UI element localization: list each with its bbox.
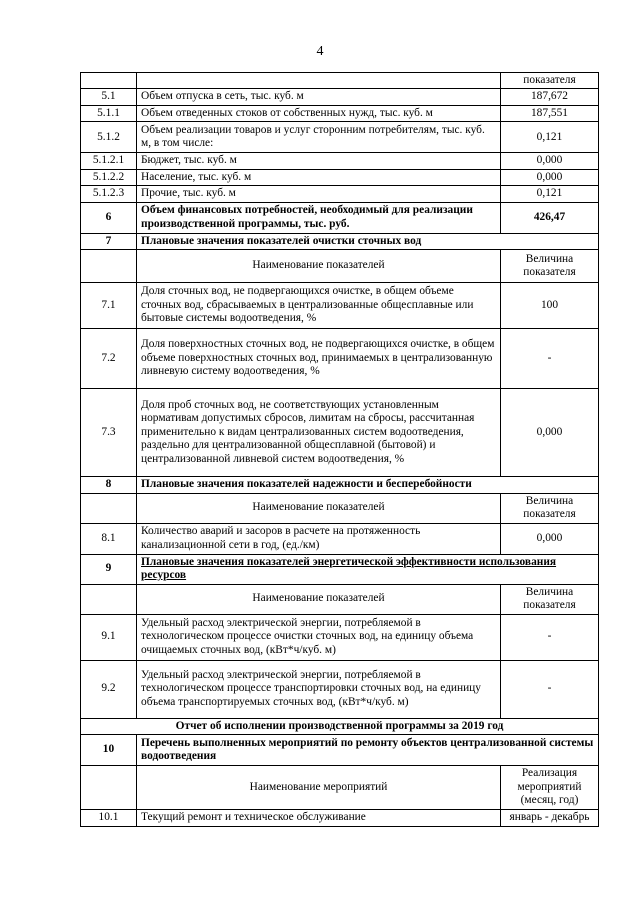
- column-header-value: Величина показателя: [501, 250, 599, 283]
- column-header-value: Реализация мероприятий (месяц, год): [501, 766, 599, 810]
- row-number: [81, 584, 137, 614]
- section-number: 9: [81, 554, 137, 584]
- row-value: 0,121: [501, 186, 599, 202]
- column-header-row: [81, 584, 599, 614]
- row-number: [81, 250, 137, 283]
- row-number: 7.2: [81, 329, 137, 389]
- report-title: Отчет об исполнении производственной программы за 2019 год: [81, 718, 599, 734]
- row-number: 7.3: [81, 389, 137, 477]
- row-name: Доля поверхностных сточных вод, не подвергающихся очистке, в общем объеме поверхностных сточных вод, принимаемых в централизованную ливневую систему водоотведения, %: [137, 329, 501, 389]
- table-row: [81, 153, 599, 169]
- section-title: Плановые значения показателей очистки сточных вод: [137, 233, 599, 249]
- row-name: Удельный расход электрической энергии, потребляемой в технологическом процессе транспортировки сточных вод, на единицу объема транспортируемых сточных вод, (кВт*ч/куб. м): [137, 660, 501, 718]
- row-value: 187,672: [501, 89, 599, 105]
- section-8-heading: [81, 477, 599, 493]
- table-row: [81, 614, 599, 660]
- table-row: [81, 89, 599, 105]
- row-name: Текущий ремонт и техническое обслуживание: [137, 810, 501, 826]
- production-program-table: [80, 72, 599, 827]
- table-row: [81, 73, 599, 89]
- section-10-heading: [81, 735, 599, 766]
- column-header-name: Наименование показателей: [137, 493, 501, 523]
- row-number: 5.1.2: [81, 122, 137, 153]
- column-header-row: [81, 250, 599, 283]
- row-name: Объем отпуска в сеть, тыс. куб. м: [137, 89, 501, 105]
- row-value: 0,000: [501, 153, 599, 169]
- row-name: Удельный расход электрической энергии, потребляемой в технологическом процессе очистки сточных вод, на единицу объема очищаемых сточных вод, (кВт*ч/куб. м): [137, 614, 501, 660]
- section-title: Объем финансовых потребностей, необходимый для реализации производственной программы, тыс. руб.: [137, 202, 501, 233]
- table-row: [81, 523, 599, 554]
- row-number: [81, 73, 137, 89]
- section-number: 8: [81, 477, 137, 493]
- table-row: [81, 105, 599, 121]
- section-title: Плановые значения показателей энергетической эффективности использования ресурсов: [137, 554, 599, 584]
- report-title-row: [81, 718, 599, 734]
- row-number: 5.1.2.1: [81, 153, 137, 169]
- row-value: 0,121: [501, 122, 599, 153]
- row-value: -: [501, 329, 599, 389]
- table-row: [81, 186, 599, 202]
- table-row: [81, 389, 599, 477]
- table-row: [81, 169, 599, 185]
- table-row: [81, 122, 599, 153]
- section-value: 426,47: [501, 202, 599, 233]
- value-header-continued: показателя: [501, 73, 599, 89]
- row-number: 8.1: [81, 523, 137, 554]
- section-title: Плановые значения показателей надежности и бесперебойности: [137, 477, 599, 493]
- column-header-value: Величина показателя: [501, 493, 599, 523]
- row-number: [81, 766, 137, 810]
- row-number: 5.1.2.3: [81, 186, 137, 202]
- row-number: 5.1: [81, 89, 137, 105]
- column-header-value: Величина показателя: [501, 584, 599, 614]
- section-number: 6: [81, 202, 137, 233]
- column-header-row: [81, 493, 599, 523]
- row-name: Доля сточных вод, не подвергающихся очистке, в общем объеме сточных вод, сбрасываемых в централизованные общесплавные или бытовые системы водоотведения, %: [137, 283, 501, 329]
- row-value: 0,000: [501, 389, 599, 477]
- row-name: Объем отведенных стоков от собственных нужд, тыс. куб. м: [137, 105, 501, 121]
- column-header-row: [81, 766, 599, 810]
- row-number: 7.1: [81, 283, 137, 329]
- section-9-heading: [81, 554, 599, 584]
- row-name: [137, 73, 501, 89]
- row-name: Население, тыс. куб. м: [137, 169, 501, 185]
- table-row: [81, 329, 599, 389]
- row-value: январь - декабрь: [501, 810, 599, 826]
- section-6-row: [81, 202, 599, 233]
- row-number: 5.1.1: [81, 105, 137, 121]
- table-row: [81, 283, 599, 329]
- row-name: Объем реализации товаров и услуг сторонним потребителям, тыс. куб. м, в том числе:: [137, 122, 501, 153]
- section-number: 10: [81, 735, 137, 766]
- row-value: 187,551: [501, 105, 599, 121]
- row-value: -: [501, 614, 599, 660]
- row-value: 0,000: [501, 523, 599, 554]
- row-name: Бюджет, тыс. куб. м: [137, 153, 501, 169]
- row-value: -: [501, 660, 599, 718]
- row-name: Доля проб сточных вод, не соответствующих установленным нормативам допустимых сбросов, лимитам на сбросы, рассчитанная применительно к видам централизованных систем водоотведения, раздельно для централизованной общесплавной (бытовой) и централизованной ливневой систем водоотведения, %: [137, 389, 501, 477]
- section-title: Перечень выполненных мероприятий по ремонту объектов централизованной системы водоотведения: [137, 735, 599, 766]
- row-value: 100: [501, 283, 599, 329]
- row-name: Прочие, тыс. куб. м: [137, 186, 501, 202]
- column-header-name: Наименование мероприятий: [137, 766, 501, 810]
- row-name: Количество аварий и засоров в расчете на протяженность канализационной сети в год, (ед./км): [137, 523, 501, 554]
- table-row: [81, 660, 599, 718]
- row-number: 5.1.2.2: [81, 169, 137, 185]
- section-number: 7: [81, 233, 137, 249]
- column-header-name: Наименование показателей: [137, 584, 501, 614]
- page-number: 4: [316, 44, 324, 59]
- row-number: 9.2: [81, 660, 137, 718]
- row-number: 9.1: [81, 614, 137, 660]
- section-7-heading: [81, 233, 599, 249]
- row-value: 0,000: [501, 169, 599, 185]
- table-row: [81, 810, 599, 826]
- row-number: [81, 493, 137, 523]
- column-header-name: Наименование показателей: [137, 250, 501, 283]
- row-number: 10.1: [81, 810, 137, 826]
